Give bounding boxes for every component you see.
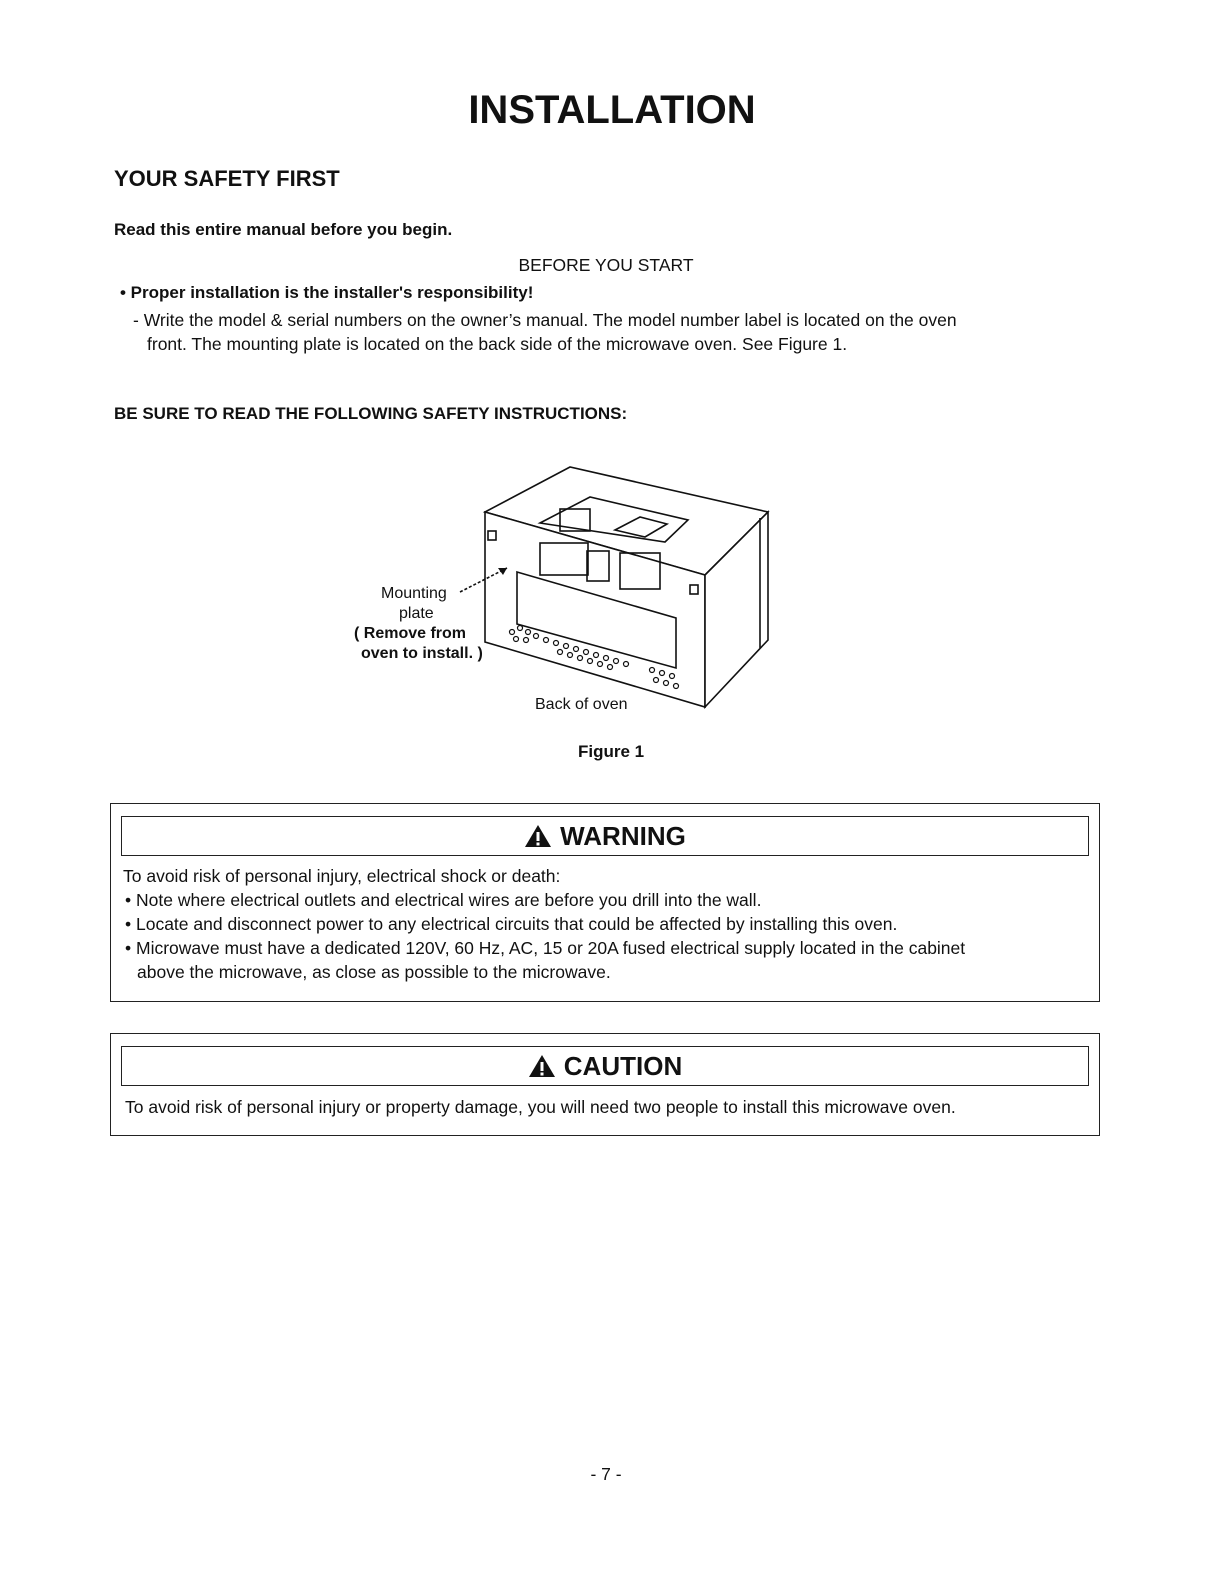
label-remove-1: ( Remove from xyxy=(354,625,467,642)
read-manual-note: Read this entire manual before you begin. xyxy=(114,220,453,239)
warning-title: WARNING xyxy=(560,821,686,851)
caution-triangle-icon xyxy=(528,1054,556,1078)
label-mounting: Mounting xyxy=(381,585,447,602)
write-model-line-2: front. The mounting plate is located on the back side of the microwave oven. See Figure 1. xyxy=(147,334,848,354)
before-start-heading: BEFORE YOU START xyxy=(518,255,694,275)
warning-item-continued: above the microwave, as close as possible to the microwave. xyxy=(137,962,611,982)
figure-caption: Figure 1 xyxy=(578,742,645,761)
caution-box xyxy=(110,1033,1100,1136)
proper-install-bullet: • Proper installation is the installer's responsibility! xyxy=(120,283,534,302)
caution-text: To avoid risk of personal injury or property damage, you will need two people to install this microwave oven. xyxy=(125,1097,956,1117)
caution-header xyxy=(121,1046,1089,1086)
warning-item: • Locate and disconnect power to any electrical circuits that could be affected by installing this oven. xyxy=(125,914,898,934)
section-title: YOUR SAFETY FIRST xyxy=(114,166,340,191)
safety-instructions-heading: BE SURE TO READ THE FOLLOWING SAFETY INSTRUCTIONS: xyxy=(114,404,628,423)
page-number: - 7 - xyxy=(590,1464,622,1484)
warning-item: • Microwave must have a dedicated 120V, 60 Hz, AC, 15 or 20A fused electrical supply located in the cabinet xyxy=(125,938,966,958)
label-back-of-oven: Back of oven xyxy=(535,696,628,713)
page-title: INSTALLATION xyxy=(468,88,756,132)
label-plate: plate xyxy=(399,605,434,622)
warning-header xyxy=(121,816,1089,856)
label-remove-2: oven to install. ) xyxy=(361,645,483,662)
warning-triangle-icon xyxy=(524,824,552,848)
warning-box xyxy=(110,803,1100,1002)
write-model-line-1: - Write the model & serial numbers on the owner’s manual. The model number label is located on the oven xyxy=(133,310,957,330)
oven-back-illustration xyxy=(0,0,1224,760)
caution-title: CAUTION xyxy=(563,1051,683,1081)
warning-item: • Note where electrical outlets and electrical wires are before you drill into the wall. xyxy=(125,890,762,910)
warning-intro: To avoid risk of personal injury, electrical shock or death: xyxy=(123,866,561,886)
